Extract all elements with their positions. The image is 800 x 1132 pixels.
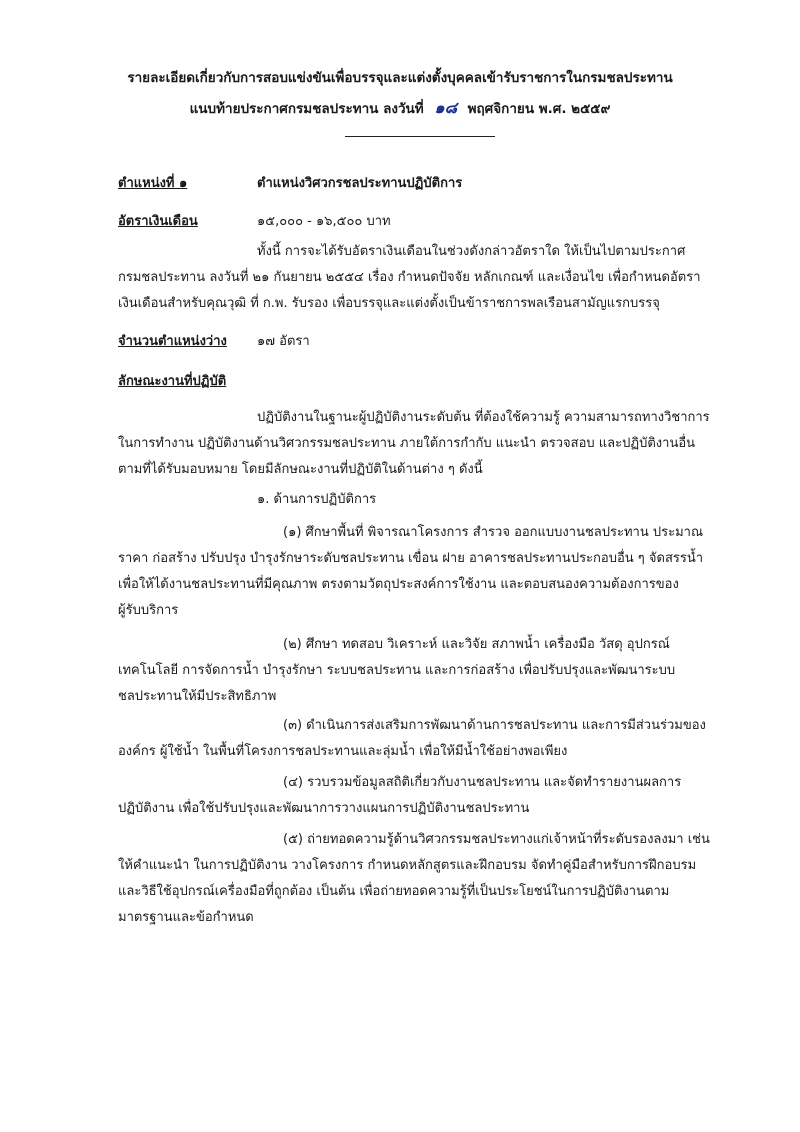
position-value: ตำแหน่งวิศวกรชลประทานปฏิบัติการ (257, 176, 463, 191)
duty-item-line: ราคา ก่อสร้าง ปรับปรุง บำรุงรักษาระดับชลประทาน เขื่อน ฝาย อาคารชลประทานประกอบอื่น ๆ จัดสรรน้ำ (118, 551, 704, 566)
section-heading-operations: ๑. ด้านการปฏิบัติการ (257, 492, 377, 507)
salary-note-line: ทั้งนี้ การจะได้รับอัตราเงินเดือนในช่วงดังกล่าวอัตราใด ให้เป็นไปตามประกาศ (257, 244, 686, 259)
duty-item-line: เทคโนโลยี การจัดการน้ำ บำรุงรักษา ระบบชลประทาน และการก่อสร้าง เพื่อปรับปรุงและพัฒนาระบบ (118, 663, 676, 678)
duty-item-line: ให้คำแนะนำ ในการปฏิบัติงาน วางโครงการ กำหนดหลักสูตรและฝึกอบรม จัดทำคู่มือสำหรับการฝึกอบรม (118, 858, 697, 873)
duty-item-line: และวิธีใช้อุปกรณ์เครื่องมือที่ถูกต้อง เป็นต้น เพื่อถ่ายทอดความรู้ที่เป็นประโยชน์ในการปฏิบัติงานตาม (118, 884, 670, 899)
announcement-date-suffix: พฤศจิกายน พ.ศ. ๒๕๕๙ (467, 101, 611, 117)
duty-item-line: (๒) ศึกษา ทดสอบ วิเคราะห์ และวิจัย สภาพน้ำ เครื่องมือ วัสดุ อุปกรณ์ (283, 637, 670, 652)
announcement-date-prefix: แนบท้ายประกาศกรมชลประทาน ลงวันที่ (189, 101, 424, 117)
vacancies-label: จำนวนตำแหน่งว่าง (118, 334, 227, 349)
duty-item-line: เพื่อให้ได้งานชลประทานที่มีคุณภาพ ตรงตามวัตถุประสงค์การใช้งาน และตอบสนองความต้องการของ (118, 577, 679, 592)
duty-item-line: องค์กร ผู้ใช้น้ำ ในพื้นที่โครงการชลประทานและลุ่มน้ำ เพื่อให้มีน้ำใช้อย่างพอเพียง (118, 744, 568, 759)
vacancies-value: ๑๗ อัตรา (257, 334, 310, 349)
duty-item-line: (๕) ถ่ายทอดความรู้ด้านวิศวกรรมชลประทางแก่เจ้าหน้าที่ระดับรองลงมา เช่น (283, 832, 710, 847)
title-divider (345, 136, 495, 137)
document-title-line2 (0, 96, 800, 121)
duties-intro-line: ตามที่ได้รับมอบหมาย โดยมีลักษณะงานที่ปฏิบัติในด้านต่าง ๆ ดังนี้ (118, 462, 483, 477)
handwritten-day: ๑๘ (434, 98, 457, 117)
duty-item-line: (๓) ดำเนินการส่งเสริมการพัฒนาด้านการชลประทาน และการมีส่วนร่วมของ (283, 718, 706, 733)
duty-item-line: ชลประทานให้มีประสิทธิภาพ (118, 689, 277, 704)
duty-item-line: ปฏิบัติงาน เพื่อใช้ปรับปรุงและพัฒนาการวางแผนการปฏิบัติงานชลประทาน (118, 801, 530, 816)
document-title-line1: รายละเอียดเกี่ยวกับการสอบแข่งขันเพื่อบรรจุและแต่งตั้งบุคคลเข้ารับราชการในกรมชลประทาน (127, 70, 673, 86)
position-label: ตำแหน่งที่ ๑ (118, 176, 188, 191)
salary-label: อัตราเงินเดือน (118, 214, 198, 229)
duty-item-line: มาตรฐานและข้อกำหนด (118, 910, 254, 925)
duty-item-line: (๔) รวบรวมข้อมูลสถิติเกี่ยวกับงานชลประทาน และจัดทำรายงานผลการ (283, 775, 682, 790)
salary-note-line: เงินเดือนสำหรับคุณวุฒิ ที่ ก.พ. รับรอง เพื่อบรรจุและแต่งตั้งเป็นข้าราชการพลเรือนสามัญแรกบรรจุ (118, 296, 660, 311)
salary-value: ๑๕,๐๐๐ - ๑๖,๕๐๐ บาท (257, 214, 391, 229)
salary-note-line: กรมชลประทาน ลงวันที่ ๒๑ กันยายน ๒๕๕๔ เรื่อง กำหนดปัจจัย หลักเกณฑ์ และเงื่อนไข เพื่อกำหนดอัตรา (118, 270, 701, 285)
duties-intro-line: ในการทำงาน ปฏิบัติงานด้านวิศวกรรมชลประทาน ภายใต้การกำกับ แนะนำ ตรวจสอบ และปฏิบัติงานอื่น (118, 436, 696, 451)
duty-item-line: (๑) ศึกษาพื้นที่ พิจารณาโครงการ สำรวจ ออกแบบงานชลประทาน ประมาณ (283, 525, 704, 540)
duties-intro-line: ปฏิบัติงานในฐานะผู้ปฏิบัติงานระดับต้น ที่ต้องใช้ความรู้ ความสามารถทางวิชาการ (257, 410, 710, 425)
duty-item-line: ผู้รับบริการ (118, 603, 179, 618)
duties-heading: ลักษณะงานที่ปฏิบัติ (118, 374, 227, 389)
